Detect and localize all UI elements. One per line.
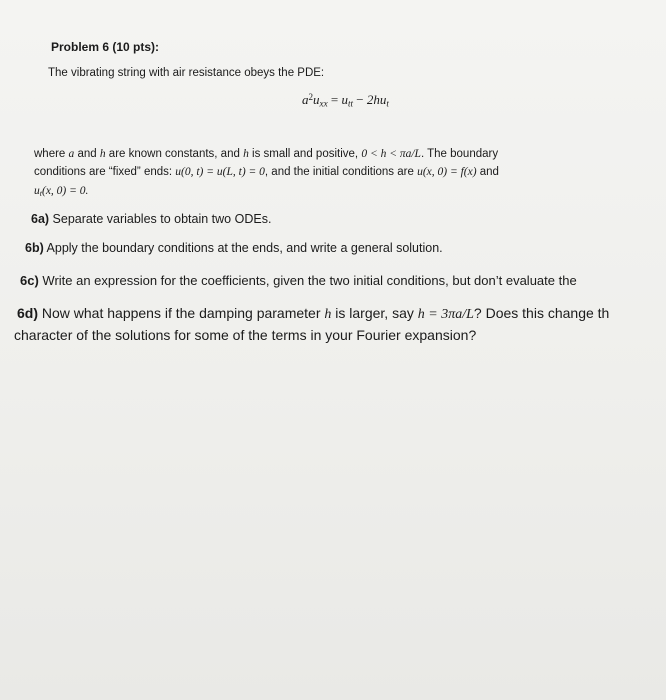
pde-sub-tt: tt — [347, 98, 354, 109]
initial-condition-1: u(x, 0) = f(x) — [417, 166, 477, 178]
part-6c — [20, 274, 577, 287]
pde-sub-xx: xx — [319, 98, 328, 109]
pde-a: a — [302, 92, 309, 108]
part-text: ? Does this change th — [473, 305, 610, 321]
pde-u: u — [313, 92, 320, 108]
part-text: Separate variables to obtain two ODEs. — [49, 212, 272, 226]
part-label: 6b) — [25, 241, 44, 255]
pde-exponent: 2 — [308, 92, 314, 102]
part-label: 6a) — [31, 212, 50, 226]
part-6b — [25, 242, 443, 255]
part-6a — [31, 213, 271, 226]
var-u: u — [34, 185, 40, 197]
text: , and the initial conditions are — [264, 166, 418, 178]
part-6d — [17, 306, 609, 322]
part-label: 6c) — [20, 273, 39, 288]
para-line-3 — [34, 186, 88, 198]
var-a: a — [68, 148, 75, 160]
intro-text: The vibrating string with air resistance obeys the PDE: — [48, 67, 325, 79]
pde-equals: = — [330, 92, 339, 108]
pde-minus: − — [356, 92, 364, 108]
part-label: 6d) — [17, 305, 38, 321]
part-text: is larger, say — [331, 305, 418, 321]
damping-expression: h = 3πa/L — [417, 307, 474, 322]
sub-t: t — [39, 189, 42, 198]
inequality: 0 < h < πa/L — [361, 148, 421, 160]
var-h: h — [99, 148, 106, 160]
part-text: Now what happens if the damping parameter — [38, 305, 325, 321]
var-h: h — [324, 307, 332, 322]
text: where — [34, 148, 69, 160]
text: and — [74, 148, 100, 160]
text: are known constants, and — [105, 148, 244, 160]
text: is small and positive, — [248, 148, 362, 160]
problem-title: Problem 6 (10 pts): — [51, 40, 160, 54]
pde-u-rhs: u — [341, 92, 348, 108]
text: . The boundary — [420, 148, 499, 160]
pde-sub-t: t — [386, 98, 389, 109]
initial-condition-2: (x, 0) = 0. — [42, 185, 89, 197]
boundary-conditions: u(0, t) = u(L, t) = 0 — [175, 166, 265, 178]
pde-equation — [302, 93, 389, 108]
text: and — [476, 166, 499, 178]
part-text: Write an expression for the coefficients, given the two initial conditions, but don’t evaluate the — [38, 273, 577, 288]
part-text: Apply the boundary conditions at the ends, and write a general solution. — [43, 241, 443, 255]
var-h: h — [243, 148, 249, 160]
part-6d-line-2: character of the solutions for some of the terms in your Fourier expansion? — [14, 327, 477, 343]
text: conditions are “fixed” ends: — [34, 166, 176, 178]
para-line-2 — [34, 167, 499, 179]
para-line-1 — [34, 149, 498, 161]
pde-2hu: 2hu — [366, 92, 387, 108]
